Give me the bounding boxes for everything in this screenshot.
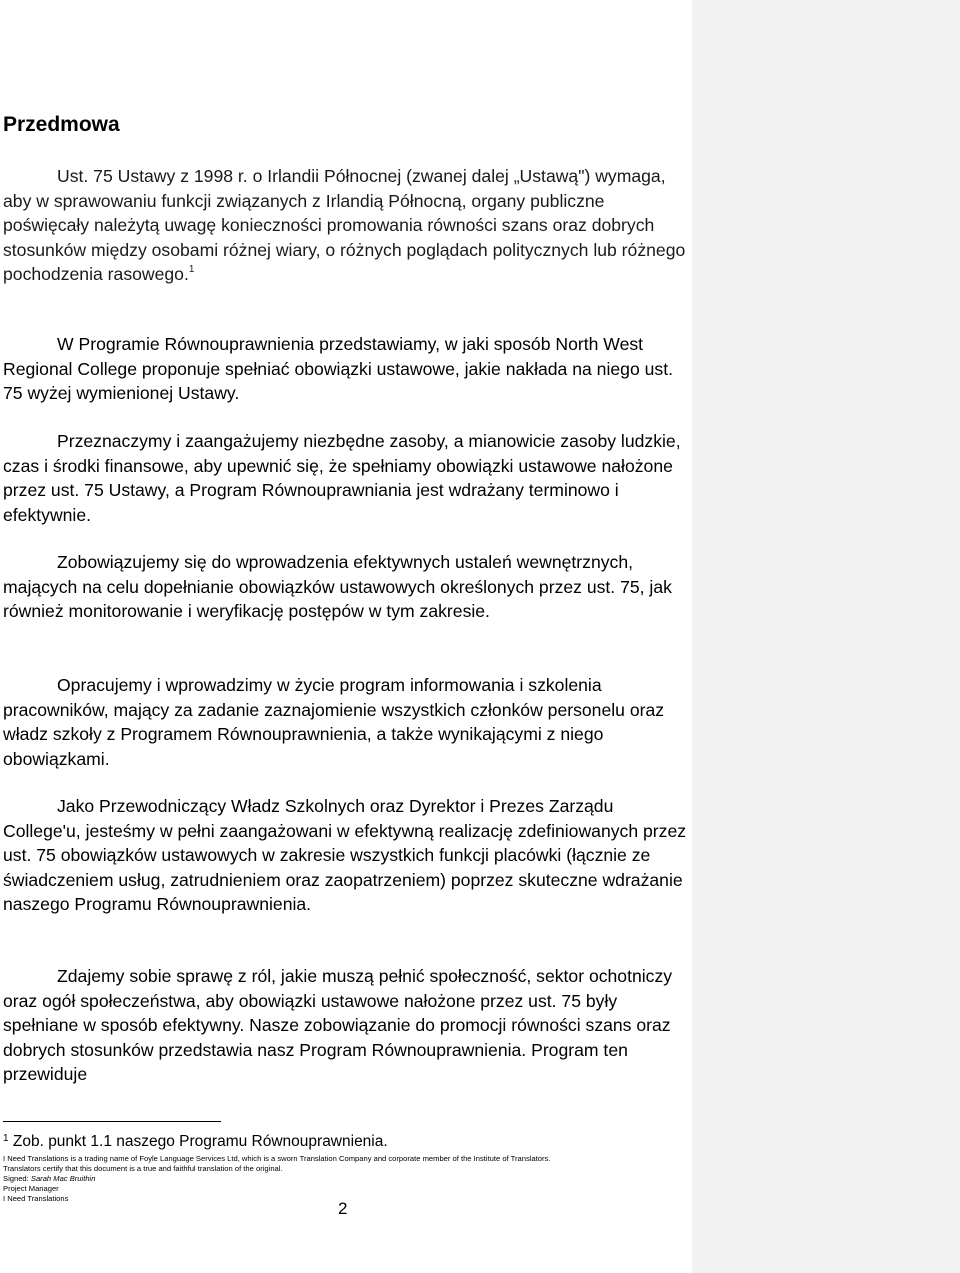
- paragraph-1-text: Ust. 75 Ustawy z 1998 r. o Irlandii Północnej (zwanej dalej „Ustawą") wymaga, aby w sprawowaniu funkcji związanych z Irlandią Północną, organy publiczne poświęcały należytą uwagę konieczności promowania równości szans oraz dobrych stosunków między osobami różnej wiary, o różnych poglądach politycznych lub różnego pochodzenia rasowego.: [3, 166, 686, 284]
- comment-margin-panel: [692, 0, 960, 1273]
- signed-name: Sarah Mac Bruithin: [30, 1174, 96, 1183]
- footnote-separator: [3, 1121, 221, 1122]
- paragraph-6: Jako Przewodniczący Władz Szkolnych oraz Dyrektor i Prezes Zarządu College'u, jesteśmy w pełni zaangażowani w efektywną realizację zdefiniowanych przez ust. 75 obowiązków ustawowych w zakresie wszystkich funkcji placówki (łącznie ze świadczeniem usług, zatrudnieniem oraz zaopatrzeniem) poprzez skuteczne wdrażanie naszego Programu Równouprawnienia.: [3, 796, 687, 914]
- translator-note-line-1: I Need Translations is a trading name of Foyle Language Services Ltd, which is a sworn Translation Company and corporate member of the Institute of Translators.: [3, 1154, 551, 1163]
- footnote-text: Zob. punkt 1.1 naszego Programu Równouprawnienia.: [8, 1133, 388, 1150]
- footnote: [3, 1132, 388, 1152]
- paragraph-2: W Programie Równouprawnienia przedstawiamy, w jaki sposób North West Regional College proponuje spełniać obowiązki ustawowe, jakie nakłada na niego ust. 75 wyżej wymienionej Ustawy.: [3, 334, 673, 403]
- paragraph-3: Przeznaczymy i zaangażujemy niezbędne zasoby, a mianowicie zasoby ludzkie, czas i środki finansowe, aby upewnić się, że spełniamy obowiązki ustawowe nałożone przez ust. 75 Ustawy, a Program Równouprawniania jest wdrażany terminowo i efektywnie.: [3, 431, 681, 525]
- translator-company: I Need Translations: [3, 1194, 69, 1203]
- paragraph-7: Zdajemy sobie sprawę z ról, jakie muszą pełnić społeczność, sektor ochotniczy oraz ogół społeczeństwa, aby obowiązki ustawowe nałożone przez ust. 75 były spełniane w sposób efektywny. Nasze zobowiązanie do promocji równości szans oraz dobrych stosunków przedstawia nasz Program Równouprawnienia. Program ten przewiduje: [3, 966, 673, 1084]
- translator-note-line-2: Translators certify that this document is a true and faithful translation of the original.: [3, 1164, 283, 1173]
- paragraph-4: Zobowiązujemy się do wprowadzenia efektywnych ustaleń wewnętrznych, mających na celu dopełnianie obowiązków ustawowych określonych przez ust. 75, jak również monitorowanie i weryfikację postępów w tym zakresie.: [3, 552, 672, 621]
- footnote-reference[interactable]: 1: [188, 264, 195, 275]
- signed-label: Signed:: [3, 1174, 31, 1183]
- translator-certification: [3, 1154, 550, 1204]
- paragraph-1: [3, 164, 689, 287]
- translator-signature: [3, 1174, 550, 1184]
- translator-role: Project Manager: [3, 1184, 59, 1193]
- page-number: 2: [338, 1199, 348, 1218]
- footnote-marker: 1: [3, 1133, 9, 1144]
- page-title: Przedmowa: [3, 113, 120, 136]
- paragraph-5: Opracujemy i wprowadzimy w życie program informowania i szkolenia pracowników, mający za zadanie zaznajomienie wszystkich członków personelu oraz władz szkoły z Programem Równouprawnienia, a także wynikającymi z niego obowiązkami.: [3, 675, 665, 769]
